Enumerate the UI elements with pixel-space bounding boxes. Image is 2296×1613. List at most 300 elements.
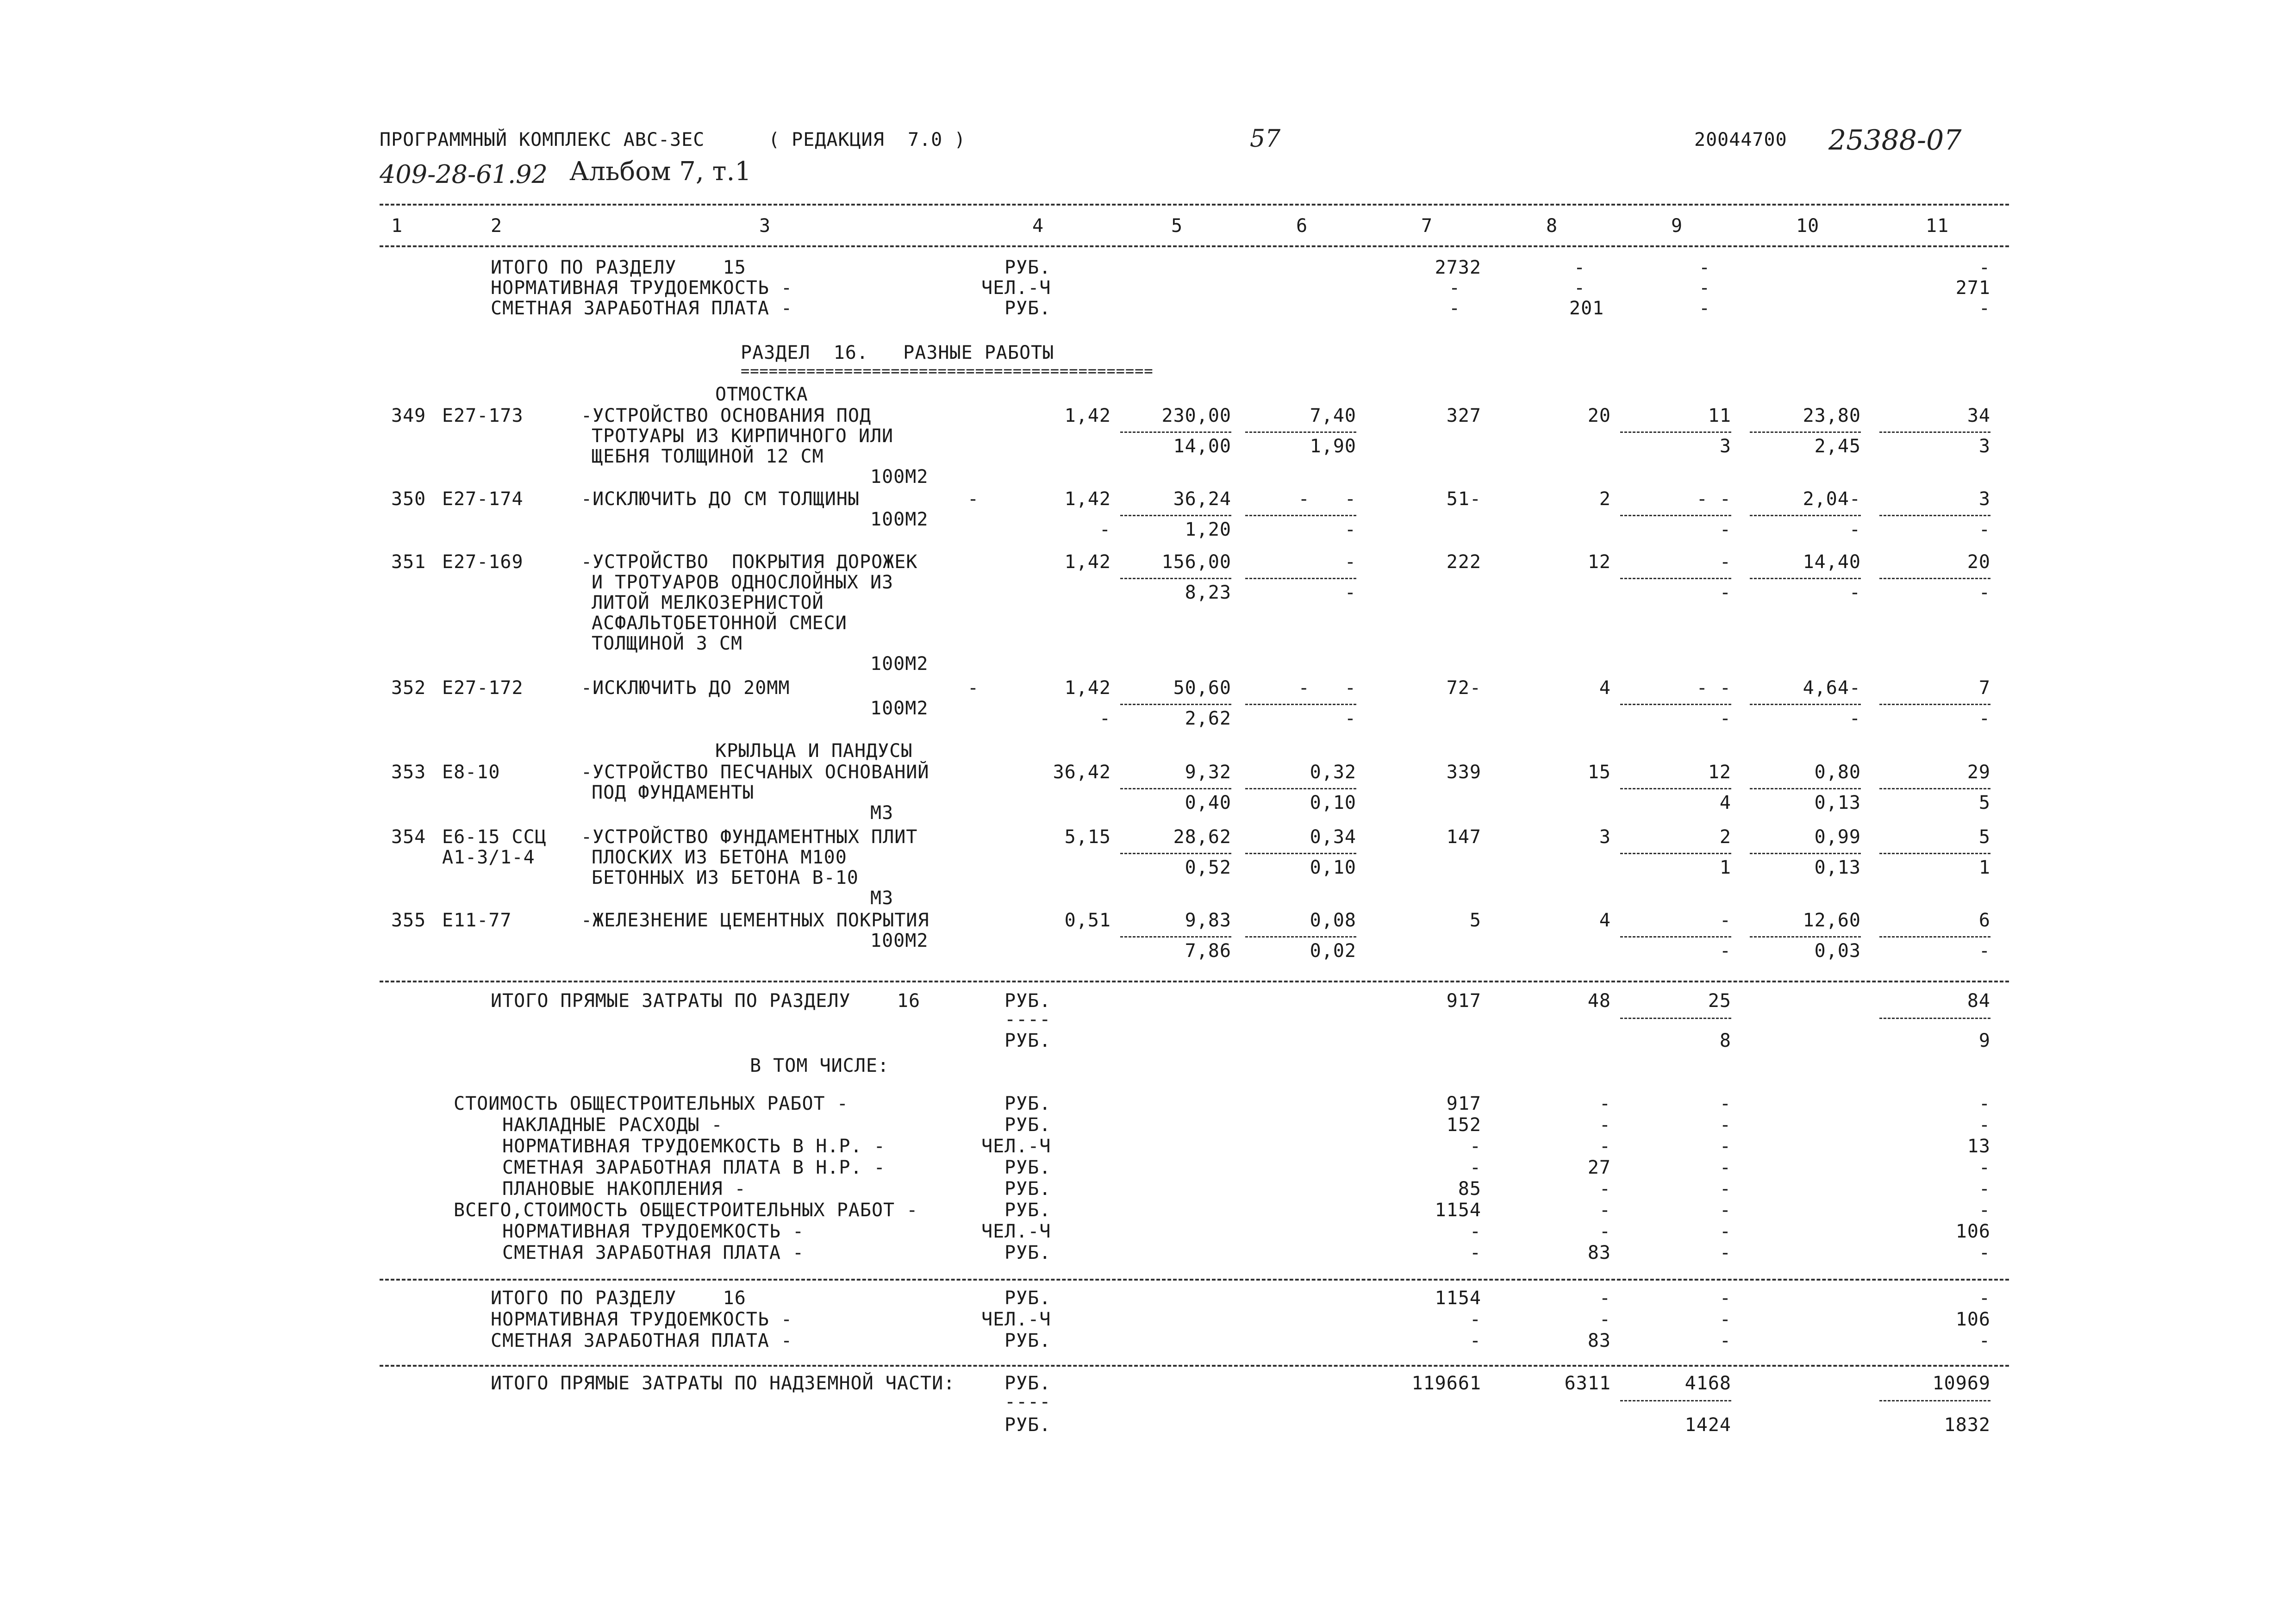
row-value-c6: - - <box>1298 677 1356 699</box>
row-value-c8: 15 <box>1587 762 1611 783</box>
row-description: ТРОТУАРЫ ИЗ КИРПИЧНОГО ИЛИ <box>592 425 894 447</box>
row-value-c10: 23,80 <box>1803 405 1861 426</box>
breakdown-c9: - <box>1719 1200 1731 1221</box>
row-subrule-c5 <box>1120 578 1231 579</box>
row-value-c8: 12 <box>1587 551 1611 573</box>
row-description: -УСТРОЙСТВО ПЕСЧАНЫХ ОСНОВАНИЙ <box>581 762 930 783</box>
row-subrule-c11 <box>1879 704 1990 705</box>
row-value-c4: 36,42 <box>1053 762 1111 783</box>
row-unit: 100М2 <box>870 653 929 675</box>
breakdown-c11: - <box>1978 1093 1990 1114</box>
handwritten-ref: 409-28-61.92 <box>380 160 548 189</box>
s16-total-c7: 1154 <box>1435 1288 1481 1309</box>
row-value-c10: 12,60 <box>1803 910 1861 931</box>
row-subrule-c10 <box>1750 788 1861 789</box>
grand-total-c9b: 1424 <box>1685 1414 1731 1436</box>
s15-wage-label: СМЕТНАЯ ЗАРАБОТНАЯ ПЛАТА - <box>491 298 793 319</box>
grand-total-unit-rule: ---- <box>1004 1391 1051 1413</box>
column-header-4: 4 <box>1032 215 1044 237</box>
row-description: -УСТРОЙСТВО ФУНДАМЕНТНЫХ ПЛИТ <box>581 826 918 848</box>
breakdown-unit: РУБ. <box>1004 1242 1051 1263</box>
s15-wage-c7: - <box>1449 298 1461 319</box>
column-header-3: 3 <box>759 215 771 237</box>
row-subvalue-c9b: 4 <box>1719 792 1731 813</box>
column-header-7: 7 <box>1421 215 1433 237</box>
row-value-c8: 4 <box>1599 677 1611 699</box>
album-note: Альбом 7, т.1 <box>569 156 751 187</box>
breakdown-c8: - <box>1599 1136 1611 1157</box>
row-description: БЕТОННЫХ ИЗ БЕТОНА В-10 <box>592 867 859 888</box>
row-subrule-c11 <box>1879 853 1990 854</box>
row-subrule-c5 <box>1120 704 1231 705</box>
row-unit: 100М2 <box>870 509 929 530</box>
row-subvalue-c10b: - <box>1849 582 1861 603</box>
row-subvalue-c9b: 3 <box>1719 436 1731 457</box>
row-value-c6: 0,08 <box>1310 910 1356 931</box>
row-code: Е11-77 <box>442 910 512 931</box>
row-unit: 100М2 <box>870 930 929 951</box>
row-description: -ИСКЛЮЧИТЬ ДО 20ММ <box>581 677 790 699</box>
breakdown-c11: - <box>1978 1114 1990 1136</box>
row-subvalue-c5b: 2,62 <box>1185 708 1231 729</box>
row-unit: 100М2 <box>870 466 929 488</box>
row-subvalue-c9b: - <box>1719 708 1731 729</box>
row-code: Е27-169 <box>442 551 524 573</box>
row-subvalue-c11b: - <box>1978 582 1990 603</box>
row-value-c9: - <box>1719 910 1731 931</box>
breakdown-c9: - <box>1719 1178 1731 1200</box>
row-subvalue-c5b: 0,52 <box>1185 857 1231 878</box>
row-value-c4: 5,15 <box>1064 826 1111 848</box>
row-description: АСФАЛЬТОБЕТОННОЙ СМЕСИ <box>592 613 847 634</box>
s16-total-label: НОРМАТИВНАЯ ТРУДОЕМКОСТЬ - <box>491 1309 793 1330</box>
grand-total-unit2: РУБ. <box>1004 1414 1051 1436</box>
row-number: 354 <box>391 826 426 848</box>
row-subvalue-c5b: 14,00 <box>1173 436 1231 457</box>
row-subrule-c9 <box>1620 578 1731 579</box>
breakdown-unit: РУБ. <box>1004 1114 1051 1136</box>
row-value-c11: 3 <box>1978 488 1990 510</box>
group-otmostka: ОТМОСТКА <box>715 384 808 405</box>
s16-total-c8: - <box>1599 1309 1611 1330</box>
breakdown-c7: - <box>1469 1242 1481 1263</box>
row-subrule-c9 <box>1620 788 1731 789</box>
direct-costs-unit2: РУБ. <box>1004 1030 1051 1051</box>
row-value-c6: - - <box>1298 488 1356 510</box>
row-value-c7: 51- <box>1446 488 1481 510</box>
row-subvalue-c9b: 1 <box>1719 857 1731 878</box>
row-subvalue-c9b: - <box>1719 582 1731 603</box>
row-value-c9: - <box>1719 551 1731 573</box>
row-subrule-c6 <box>1245 704 1356 705</box>
row-value-c7: 339 <box>1446 762 1481 783</box>
breakdown-c8: - <box>1599 1114 1611 1136</box>
program-name: ПРОГРАММНЫЙ КОМПЛЕКС АВС-3ЕС <box>380 129 705 150</box>
breakdown-unit: ЧЕЛ.-Ч <box>981 1136 1051 1157</box>
s16-total-c8: - <box>1599 1288 1611 1309</box>
breakdown-c7: 917 <box>1446 1093 1481 1114</box>
row-subrule-c5 <box>1120 515 1231 516</box>
s16-total-unit: РУБ. <box>1004 1330 1051 1351</box>
s15-wage-c9: - <box>1699 298 1711 319</box>
row-value-c4: 1,42 <box>1064 677 1111 699</box>
direct-costs-unit-rule: ---- <box>1004 1009 1051 1030</box>
breakdown-unit: РУБ. <box>1004 1093 1051 1114</box>
direct-costs-c11: 84 <box>1967 990 1990 1012</box>
breakdown-label: СМЕТНАЯ ЗАРАБОТНАЯ ПЛАТА - <box>502 1242 805 1263</box>
including-label: В ТОМ ЧИСЛЕ: <box>750 1055 889 1076</box>
grand-total-c9: 4168 <box>1685 1373 1731 1394</box>
header-top-rule <box>380 204 2009 206</box>
s16-total-unit: ЧЕЛ.-Ч <box>981 1309 1051 1330</box>
row-unit: М3 <box>870 888 894 909</box>
row-value-c5: 50,60 <box>1173 677 1231 699</box>
row-number: 351 <box>391 551 426 573</box>
row-subrule-c9 <box>1620 936 1731 938</box>
row-subrule-c9 <box>1620 704 1731 705</box>
direct-costs-c9: 25 <box>1708 990 1731 1012</box>
direct-costs-c9b: 8 <box>1719 1030 1731 1051</box>
direct-c11-rule <box>1879 1018 1990 1019</box>
s16-total-c8: 83 <box>1587 1330 1611 1351</box>
s16-total-c11: - <box>1978 1288 1990 1309</box>
breakdown-c8: 83 <box>1587 1242 1611 1263</box>
row-description: -ЖЕЛЕЗНЕНИЕ ЦЕМЕНТНЫХ ПОКРЫТИЯ <box>581 910 930 931</box>
row-subrule-c11 <box>1879 788 1990 789</box>
row-dash: - <box>967 677 980 699</box>
row-subvalue-c6b: 0,10 <box>1310 792 1356 813</box>
row-subrule-c10 <box>1750 936 1861 938</box>
row-subrule-c10 <box>1750 431 1861 433</box>
row-subrule-c10 <box>1750 853 1861 854</box>
rows-bottom-rule <box>380 981 2009 982</box>
column-header-11: 11 <box>1926 215 1949 237</box>
row-value-c5: 230,00 <box>1161 405 1231 426</box>
row-subrule-c9 <box>1620 853 1731 854</box>
row-subvalue-c4b: - <box>1099 708 1111 729</box>
row-value-c7: 222 <box>1446 551 1481 573</box>
s15-total-c8: - <box>1574 257 1586 278</box>
row-value-c10: 2,04- <box>1803 488 1861 510</box>
s16-total-c11: - <box>1978 1330 1990 1351</box>
s15-total-c9: - <box>1699 257 1711 278</box>
row-value-c8: 3 <box>1599 826 1611 848</box>
row-code: Е8-10 <box>442 762 500 783</box>
grand-total-c11b: 1832 <box>1944 1414 1990 1436</box>
row-code: Е27-174 <box>442 488 524 510</box>
group-krylca: КРЫЛЬЦА И ПАНДУСЫ <box>715 740 913 762</box>
direct-costs-label: ИТОГО ПРЯМЫЕ ЗАТРАТЫ ПО РАЗДЕЛУ 16 <box>491 990 921 1012</box>
document-code: 20044700 <box>1694 129 1787 150</box>
breakdown-c7: - <box>1469 1136 1481 1157</box>
handwritten-code: 25388-07 <box>1828 124 1962 156</box>
section-16-underline: ============================================ <box>741 362 1154 380</box>
row-subvalue-c11b: - <box>1978 940 1990 962</box>
row-value-c9: 12 <box>1708 762 1731 783</box>
row-subvalue-c5b: 7,86 <box>1185 940 1231 962</box>
row-subvalue-c11b: 3 <box>1978 436 1990 457</box>
row-value-c5: 9,32 <box>1185 762 1231 783</box>
row-value-c10: 0,99 <box>1814 826 1861 848</box>
s15-labor-c11: 271 <box>1955 277 1990 299</box>
row-value-c4: 1,42 <box>1064 405 1111 426</box>
s15-labor-unit: ЧЕЛ.-Ч <box>981 277 1051 299</box>
row-subvalue-c5b: 1,20 <box>1185 519 1231 540</box>
s16-total-unit: РУБ. <box>1004 1288 1051 1309</box>
row-subrule-c10 <box>1750 515 1861 516</box>
column-header-2: 2 <box>491 215 503 237</box>
row-description: -УСТРОЙСТВО ОСНОВАНИЯ ПОД <box>581 405 872 426</box>
breakdown-c11: - <box>1978 1200 1990 1221</box>
row-value-c7: 5 <box>1469 910 1481 931</box>
direct-costs-c7: 917 <box>1446 990 1481 1012</box>
row-value-c11: 6 <box>1978 910 1990 931</box>
row-description: ПЛОСКИХ ИЗ БЕТОНА М100 <box>592 847 847 868</box>
row-dash: - <box>967 488 980 510</box>
direct-costs-c11b: 9 <box>1978 1030 1990 1051</box>
row-value-c10: 0,80 <box>1814 762 1861 783</box>
breakdown-label: ПЛАНОВЫЕ НАКОПЛЕНИЯ - <box>502 1178 746 1200</box>
row-subrule-c6 <box>1245 788 1356 789</box>
column-header-9: 9 <box>1671 215 1683 237</box>
breakdown-unit: РУБ. <box>1004 1200 1051 1221</box>
breakdown-bottom-rule <box>380 1279 2009 1281</box>
row-description: ЩЕБНЯ ТОЛЩИНОЙ 12 СМ <box>592 446 824 467</box>
row-subvalue-c11b: 1 <box>1978 857 1990 878</box>
row-description: -ИСКЛЮЧИТЬ ДО СМ ТОЛЩИНЫ <box>581 488 860 510</box>
row-code-2: А1-3/1-4 <box>442 847 535 868</box>
row-subvalue-c10b: 0,03 <box>1814 940 1861 962</box>
row-subrule-c11 <box>1879 936 1990 938</box>
row-code: Е6-15 ССЦ <box>442 826 547 848</box>
breakdown-c8: - <box>1599 1221 1611 1242</box>
row-value-c11: 7 <box>1978 677 1990 699</box>
grand-total-unit: РУБ. <box>1004 1373 1051 1394</box>
s16-total-c7: - <box>1469 1330 1481 1351</box>
row-number: 352 <box>391 677 426 699</box>
row-value-c6: 0,34 <box>1310 826 1356 848</box>
s16-total-label: СМЕТНАЯ ЗАРАБОТНАЯ ПЛАТА - <box>491 1330 793 1351</box>
row-subrule-c5 <box>1120 431 1231 433</box>
breakdown-c11: - <box>1978 1178 1990 1200</box>
breakdown-label: СТОИМОСТЬ ОБЩЕСТРОИТЕЛЬНЫХ РАБОТ - <box>454 1093 849 1114</box>
breakdown-c11: - <box>1978 1157 1990 1178</box>
s16-total-c9: - <box>1719 1309 1731 1330</box>
grand-total-label: ИТОГО ПРЯМЫЕ ЗАТРАТЫ ПО НАДЗЕМНОЙ ЧАСТИ: <box>491 1373 955 1394</box>
direct-costs-c8: 48 <box>1587 990 1611 1012</box>
column-header-8: 8 <box>1546 215 1558 237</box>
row-value-c11: 34 <box>1967 405 1990 426</box>
row-value-c9: - - <box>1696 677 1731 699</box>
breakdown-unit: РУБ. <box>1004 1178 1051 1200</box>
breakdown-c7: - <box>1469 1157 1481 1178</box>
breakdown-c7: 1154 <box>1435 1200 1481 1221</box>
section-16-title: РАЗДЕЛ 16. РАЗНЫЕ РАБОТЫ <box>741 342 1054 363</box>
breakdown-label: НОРМАТИВНАЯ ТРУДОЕМКОСТЬ - <box>502 1221 805 1242</box>
breakdown-label: СМЕТНАЯ ЗАРАБОТНАЯ ПЛАТА В Н.Р. - <box>502 1157 886 1178</box>
breakdown-c9: - <box>1719 1093 1731 1114</box>
s16-bottom-rule <box>380 1365 2009 1367</box>
column-header-1: 1 <box>391 215 403 237</box>
breakdown-c7: 85 <box>1458 1178 1481 1200</box>
grand-total-c7: 119661 <box>1411 1373 1481 1394</box>
s15-wage-c8: 201 <box>1569 298 1604 319</box>
row-value-c6: 7,40 <box>1310 405 1356 426</box>
row-subrule-c6 <box>1245 515 1356 516</box>
grand-c11-rule <box>1879 1400 1990 1401</box>
row-subvalue-c6b: - <box>1344 708 1356 729</box>
row-value-c4: 1,42 <box>1064 551 1111 573</box>
row-value-c6: - <box>1344 551 1356 573</box>
row-subrule-c11 <box>1879 515 1990 516</box>
row-value-c5: 9,83 <box>1185 910 1231 931</box>
breakdown-c9: - <box>1719 1136 1731 1157</box>
row-description: ЛИТОЙ МЕЛКОЗЕРНИСТОЙ <box>592 592 824 613</box>
s15-labor-c8: - <box>1574 277 1586 299</box>
row-subvalue-c5b: 8,23 <box>1185 582 1231 603</box>
row-description: -УСТРОЙСТВО ПОКРЫТИЯ ДОРОЖЕК <box>581 551 918 573</box>
row-value-c7: 147 <box>1446 826 1481 848</box>
row-subrule-c9 <box>1620 431 1731 433</box>
breakdown-c11: 13 <box>1967 1136 1990 1157</box>
row-number: 349 <box>391 405 426 426</box>
row-subvalue-c10b: - <box>1849 519 1861 540</box>
row-description: ПОД ФУНДАМЕНТЫ <box>592 782 755 803</box>
s16-total-c9: - <box>1719 1330 1731 1351</box>
row-number: 355 <box>391 910 426 931</box>
s15-labor-c7: - <box>1449 277 1461 299</box>
breakdown-c9: - <box>1719 1114 1731 1136</box>
grand-total-c11: 10969 <box>1932 1373 1990 1394</box>
breakdown-c9: - <box>1719 1157 1731 1178</box>
row-code: Е27-173 <box>442 405 524 426</box>
row-subvalue-c9b: - <box>1719 940 1731 962</box>
header-bottom-rule <box>380 245 2009 247</box>
s16-total-c7: - <box>1469 1309 1481 1330</box>
breakdown-c11: - <box>1978 1242 1990 1263</box>
row-value-c7: 72- <box>1446 677 1481 699</box>
column-header-5: 5 <box>1171 215 1183 237</box>
row-subrule-c6 <box>1245 853 1356 854</box>
s15-labor-c9: - <box>1699 277 1711 299</box>
row-subrule-c10 <box>1750 578 1861 579</box>
s15-wage-c11: - <box>1978 298 1990 319</box>
breakdown-c8: - <box>1599 1200 1611 1221</box>
row-number: 350 <box>391 488 426 510</box>
row-subvalue-c5b: 0,40 <box>1185 792 1231 813</box>
breakdown-c9: - <box>1719 1221 1731 1242</box>
edition: ( РЕДАКЦИЯ 7.0 ) <box>768 129 966 150</box>
row-value-c4: 1,42 <box>1064 488 1111 510</box>
row-subvalue-c4b: - <box>1099 519 1111 540</box>
s15-total-unit: РУБ. <box>1004 257 1051 278</box>
row-description: И ТРОТУАРОВ ОДНОСЛОЙНЫХ ИЗ <box>592 572 894 593</box>
row-value-c11: 29 <box>1967 762 1990 783</box>
row-code: Е27-172 <box>442 677 524 699</box>
breakdown-c7: 152 <box>1446 1114 1481 1136</box>
row-subvalue-c11b: - <box>1978 708 1990 729</box>
row-subvalue-c6b: 1,90 <box>1310 436 1356 457</box>
row-subvalue-c10b: 0,13 <box>1814 792 1861 813</box>
column-header-10: 10 <box>1796 215 1820 237</box>
s16-total-label: ИТОГО ПО РАЗДЕЛУ 16 <box>491 1288 746 1309</box>
direct-costs-unit: РУБ. <box>1004 990 1051 1012</box>
row-subrule-c5 <box>1120 853 1231 854</box>
breakdown-label: НАКЛАДНЫЕ РАСХОДЫ - <box>502 1114 723 1136</box>
row-subvalue-c9b: - <box>1719 519 1731 540</box>
breakdown-c8: - <box>1599 1093 1611 1114</box>
row-value-c5: 28,62 <box>1173 826 1231 848</box>
breakdown-unit: РУБ. <box>1004 1157 1051 1178</box>
row-value-c9: 11 <box>1708 405 1731 426</box>
row-value-c9: 2 <box>1719 826 1731 848</box>
row-value-c5: 36,24 <box>1173 488 1231 510</box>
row-subvalue-c11b: 5 <box>1978 792 1990 813</box>
row-subrule-c11 <box>1879 578 1990 579</box>
s15-wage-unit: РУБ. <box>1004 298 1051 319</box>
breakdown-c8: - <box>1599 1178 1611 1200</box>
row-value-c8: 20 <box>1587 405 1611 426</box>
row-value-c10: 14,40 <box>1803 551 1861 573</box>
row-subrule-c9 <box>1620 515 1731 516</box>
row-value-c8: 4 <box>1599 910 1611 931</box>
page-number: 57 <box>1250 125 1281 153</box>
breakdown-label: ВСЕГО,СТОИМОСТЬ ОБЩЕСТРОИТЕЛЬНЫХ РАБОТ - <box>454 1200 918 1221</box>
row-value-c10: 4,64- <box>1803 677 1861 699</box>
s15-labor-label: НОРМАТИВНАЯ ТРУДОЕМКОСТЬ - <box>491 277 793 299</box>
row-value-c11: 20 <box>1967 551 1990 573</box>
row-subvalue-c11b: - <box>1978 519 1990 540</box>
s16-total-c11: 106 <box>1955 1309 1990 1330</box>
breakdown-unit: ЧЕЛ.-Ч <box>981 1221 1051 1242</box>
grand-total-c8: 6311 <box>1564 1373 1611 1394</box>
row-value-c11: 5 <box>1978 826 1990 848</box>
row-subvalue-c10b: - <box>1849 708 1861 729</box>
row-number: 353 <box>391 762 426 783</box>
row-subvalue-c6b: 0,10 <box>1310 857 1356 878</box>
row-value-c4: 0,51 <box>1064 910 1111 931</box>
s15-total-label: ИТОГО ПО РАЗДЕЛУ 15 <box>491 257 746 278</box>
breakdown-c7: - <box>1469 1221 1481 1242</box>
row-value-c8: 2 <box>1599 488 1611 510</box>
row-subrule-c6 <box>1245 936 1356 938</box>
s16-total-c9: - <box>1719 1288 1731 1309</box>
row-subvalue-c6b: 0,02 <box>1310 940 1356 962</box>
breakdown-label: НОРМАТИВНАЯ ТРУДОЕМКОСТЬ В Н.Р. - <box>502 1136 886 1157</box>
row-value-c5: 156,00 <box>1161 551 1231 573</box>
s15-total-c7: 2732 <box>1435 257 1481 278</box>
row-value-c7: 327 <box>1446 405 1481 426</box>
direct-c9-rule <box>1620 1018 1731 1019</box>
row-value-c6: 0,32 <box>1310 762 1356 783</box>
row-subvalue-c6b: - <box>1344 582 1356 603</box>
row-subvalue-c6b: - <box>1344 519 1356 540</box>
s15-total-c11: - <box>1978 257 1990 278</box>
breakdown-c8: 27 <box>1587 1157 1611 1178</box>
row-subrule-c6 <box>1245 578 1356 579</box>
row-unit: 100М2 <box>870 698 929 719</box>
row-subrule-c10 <box>1750 704 1861 705</box>
breakdown-c11: 106 <box>1955 1221 1990 1242</box>
column-header-6: 6 <box>1296 215 1308 237</box>
row-description: ТОЛЩИНОЙ 3 СМ <box>592 633 743 654</box>
row-subrule-c6 <box>1245 431 1356 433</box>
row-subrule-c5 <box>1120 936 1231 938</box>
row-subvalue-c10b: 2,45 <box>1814 436 1861 457</box>
row-subrule-c11 <box>1879 431 1990 433</box>
row-subrule-c5 <box>1120 788 1231 789</box>
grand-c9-rule <box>1620 1400 1731 1401</box>
